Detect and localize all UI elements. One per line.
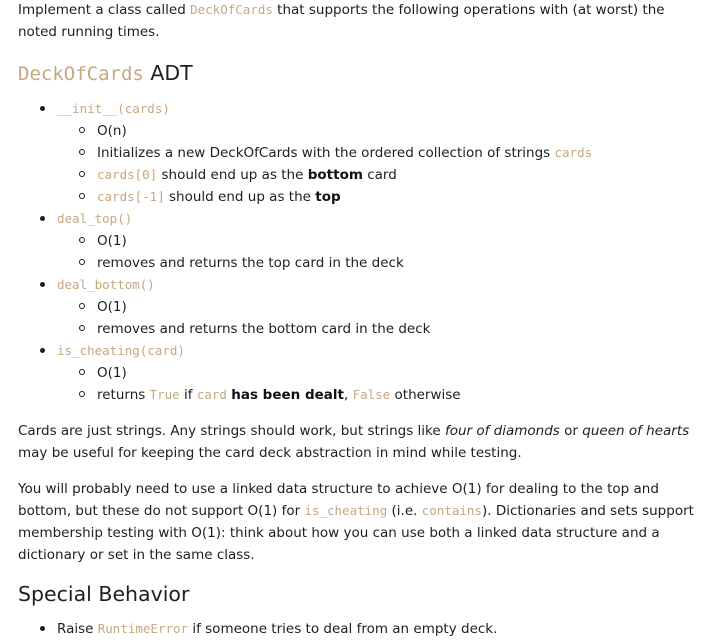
description: cards[-1] should end up as the top	[79, 186, 698, 208]
operation-name: __init__(cards)	[57, 101, 170, 116]
operation-details	[57, 230, 698, 274]
special-behavior-list	[18, 618, 698, 640]
cards-paragraph: Cards are just strings. Any strings should work, but strings like four of diamonds or queen of hearts may be useful for keeping the card deck abstraction in mind while testing.	[18, 423, 690, 461]
operations-list	[18, 98, 698, 406]
description: cards[0] should end up as the bottom card	[79, 164, 698, 186]
intro-paragraph: Implement a class called DeckOfCards that supports the following operations with (at worst) the noted running times.	[18, 2, 665, 40]
description: removes and returns the top card in the deck	[79, 252, 698, 274]
linked-structure-paragraph: You will probably need to use a linked data structure to achieve O(1) for dealing to the top and bottom, but these do not support O(1) for is_cheating (i.e. contains). Dictionaries and sets support membership testing with O(1): think about how you can use both a linked data structure and a dictionary or set in the same class.	[18, 481, 694, 563]
operation-item-is-cheating	[40, 340, 698, 406]
class-name-code: DeckOfCards	[190, 2, 273, 17]
adt-heading: DeckOfCards ADT	[18, 61, 193, 85]
description: Initializes a new DeckOfCards with the ordered collection of strings cards	[79, 142, 698, 164]
complexity: O(1)	[79, 296, 698, 318]
operation-details	[57, 362, 698, 406]
description: returns True if card has been dealt, False otherwise	[79, 384, 698, 406]
operation-item-deal-top	[40, 208, 698, 274]
operation-details	[57, 296, 698, 340]
operation-name: deal_bottom()	[57, 277, 155, 292]
special-behavior-item: Raise RuntimeError if someone tries to deal from an empty deck.	[40, 618, 698, 640]
complexity: O(n)	[79, 120, 698, 142]
description: removes and returns the bottom card in the deck	[79, 318, 698, 340]
special-behavior-heading: Special Behavior	[18, 582, 190, 606]
operation-name: is_cheating(card)	[57, 343, 185, 358]
complexity: O(1)	[79, 362, 698, 384]
operation-name: deal_top()	[57, 211, 133, 226]
adt-heading-code: DeckOfCards	[18, 63, 144, 85]
operation-item-deal-bottom	[40, 274, 698, 340]
operation-item-init	[40, 98, 698, 208]
complexity: O(1)	[79, 230, 698, 252]
operation-details	[57, 120, 698, 208]
